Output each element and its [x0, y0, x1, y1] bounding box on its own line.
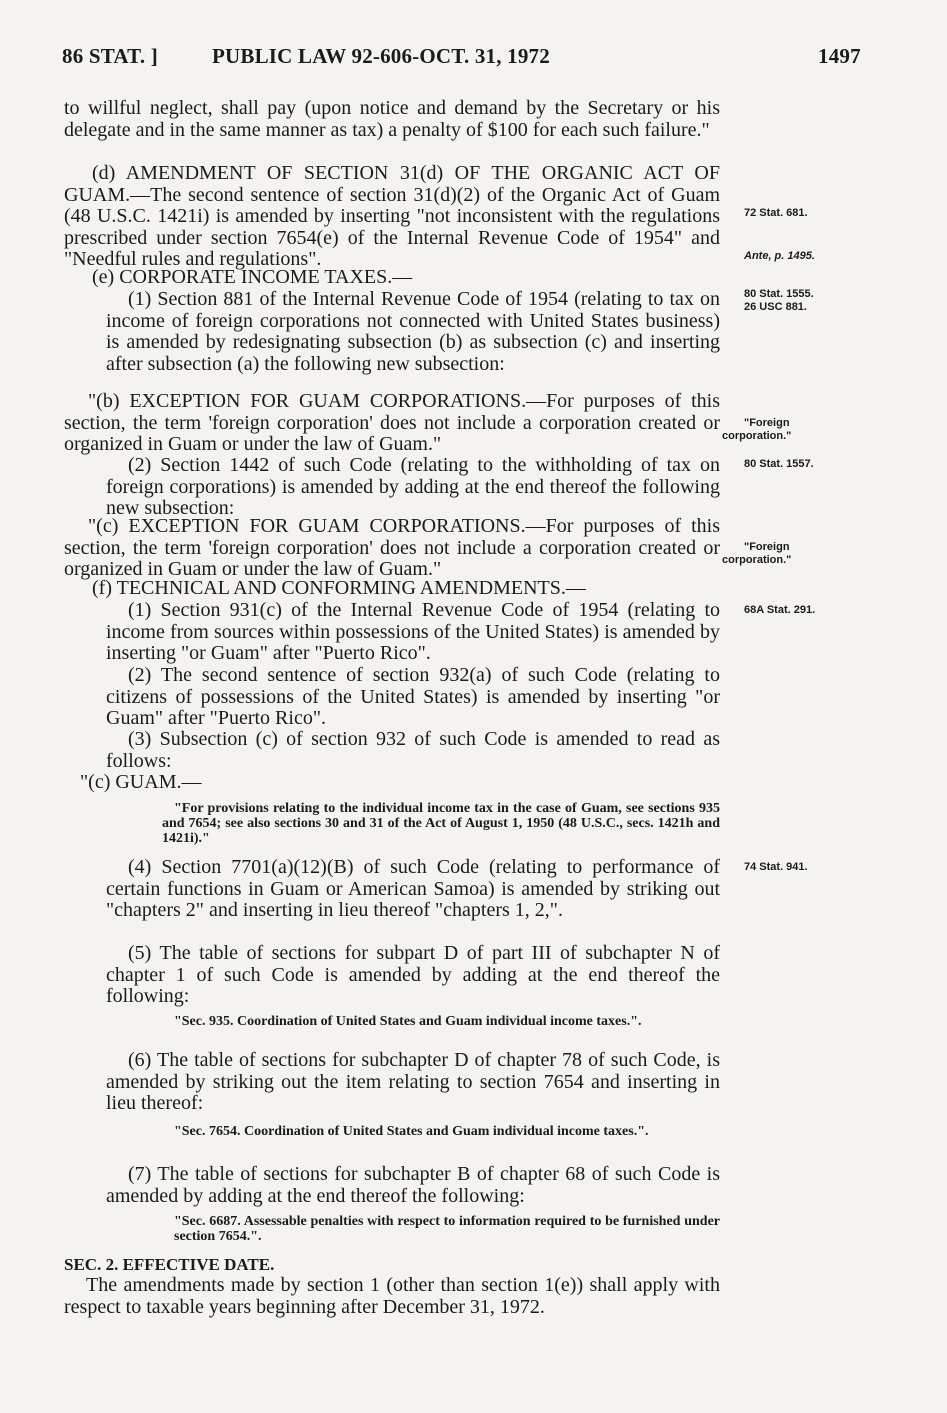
paragraph: "(c) EXCEPTION FOR GUAM CORPORATIONS.—For purposes of this section, the term 'foreign corporation' does not include a corporation created or organized in Guam or under the law of Guam.": [64, 515, 720, 581]
paragraph: (3) Subsection (c) of section 932 of such Code is amended to read as follows:: [106, 728, 720, 772]
paragraph: (1) Section 931(c) of the Internal Revenue Code of 1954 (relating to income from sources within possessions of the United States) is amended by inserting "or Guam" after "Puerto Rico".: [106, 599, 720, 665]
paragraph: (d) AMENDMENT OF SECTION 31(d) OF THE ORGANIC ACT OF GUAM.—The second sentence of section 31(d)(2) of the Organic Act of Guam (48 U.S.C. 1421i) is amended by inserting "not inconsistent with the regulations prescribed under section 7654(e) of the Internal Revenue Code of 1954" and "Needful rules and regulations".: [64, 162, 720, 271]
margin-note: "Foreign corporation.": [722, 541, 792, 566]
paragraph: "(c) GUAM.—: [80, 771, 202, 793]
section-heading: SEC. 2. EFFECTIVE DATE.: [64, 1255, 275, 1274]
paragraph: (2) Section 1442 of such Code (relating to the withholding of tax on foreign corporations) is amended by adding at the end thereof the following new subsection:: [106, 454, 720, 520]
quoted-provision: "Sec. 6687. Assessable penalties with respect to information required to be furnished under section 7654.".: [174, 1214, 720, 1244]
paragraph: (5) The table of sections for subpart D of part III of subchapter N of chapter 1 of such Code is amended by adding at the end thereof the following:: [106, 942, 720, 1008]
paragraph: (1) Section 881 of the Internal Revenue Code of 1954 (relating to tax on income of foreign corporations not connected with United States business) is amended by redesignating subsection (b) as subsection (c) and inserting after subsection (a) the following new subsection:: [106, 288, 720, 375]
margin-citation: 80 Stat. 1555. 26 USC 881.: [744, 288, 814, 313]
paragraph: (2) The second sentence of section 932(a) of such Code (relating to citizens of possessions of the United States) is amended by inserting "or Guam" after "Puerto Rico".: [106, 664, 720, 730]
paragraph: (f) TECHNICAL AND CONFORMING AMENDMENTS.—: [92, 577, 586, 599]
margin-citation: Ante, p. 1495.: [744, 250, 815, 262]
margin-citation: 80 Stat. 1557.: [744, 458, 814, 470]
header-title: PUBLIC LAW 92-606-OCT. 31, 1972: [212, 44, 550, 68]
margin-citation: 74 Stat. 941.: [744, 861, 808, 873]
quoted-provision: "Sec. 7654. Coordination of United States and Guam individual income taxes.".: [174, 1124, 649, 1139]
paragraph: (e) CORPORATE INCOME TAXES.—: [92, 266, 413, 288]
paragraph: (6) The table of sections for subchapter D of chapter 78 of such Code, is amended by striking out the item relating to section 7654 and inserting in lieu thereof:: [106, 1049, 720, 1115]
paragraph: to willful neglect, shall pay (upon notice and demand by the Secretary or his delegate and in the same manner as tax) a penalty of $100 for each such failure.": [64, 97, 720, 141]
header-page-number: 1497: [818, 44, 861, 68]
header-volume: 86 STAT. ]: [62, 44, 158, 68]
paragraph: (7) The table of sections for subchapter B of chapter 68 of such Code is amended by adding at the end thereof the following:: [106, 1163, 720, 1207]
margin-note: "Foreign corporation.": [722, 417, 792, 442]
margin-citation: 68A Stat. 291.: [744, 604, 816, 616]
paragraph: (4) Section 7701(a)(12)(B) of such Code (relating to performance of certain functions in Guam or American Samoa) is amended by striking out "chapters 2" and inserting in lieu thereof "chapters 1, 2,".: [106, 856, 720, 922]
margin-citation: 72 Stat. 681.: [744, 207, 808, 219]
quoted-provision: "Sec. 935. Coordination of United States and Guam individual income taxes.".: [174, 1014, 642, 1029]
paragraph: The amendments made by section 1 (other than section 1(e)) shall apply with respect to taxable years beginning after December 31, 1972.: [64, 1274, 720, 1318]
quoted-provision: "For provisions relating to the individual income tax in the case of Guam, see sections 935 and 7654; see also sections 30 and 31 of the Act of August 1, 1950 (48 U.S.C., secs. 1421h and 1421i).": [162, 801, 720, 846]
paragraph: "(b) EXCEPTION FOR GUAM CORPORATIONS.—For purposes of this section, the term 'foreign corporation' does not include a corporation created or organized in Guam or under the law of Guam.": [64, 390, 720, 456]
